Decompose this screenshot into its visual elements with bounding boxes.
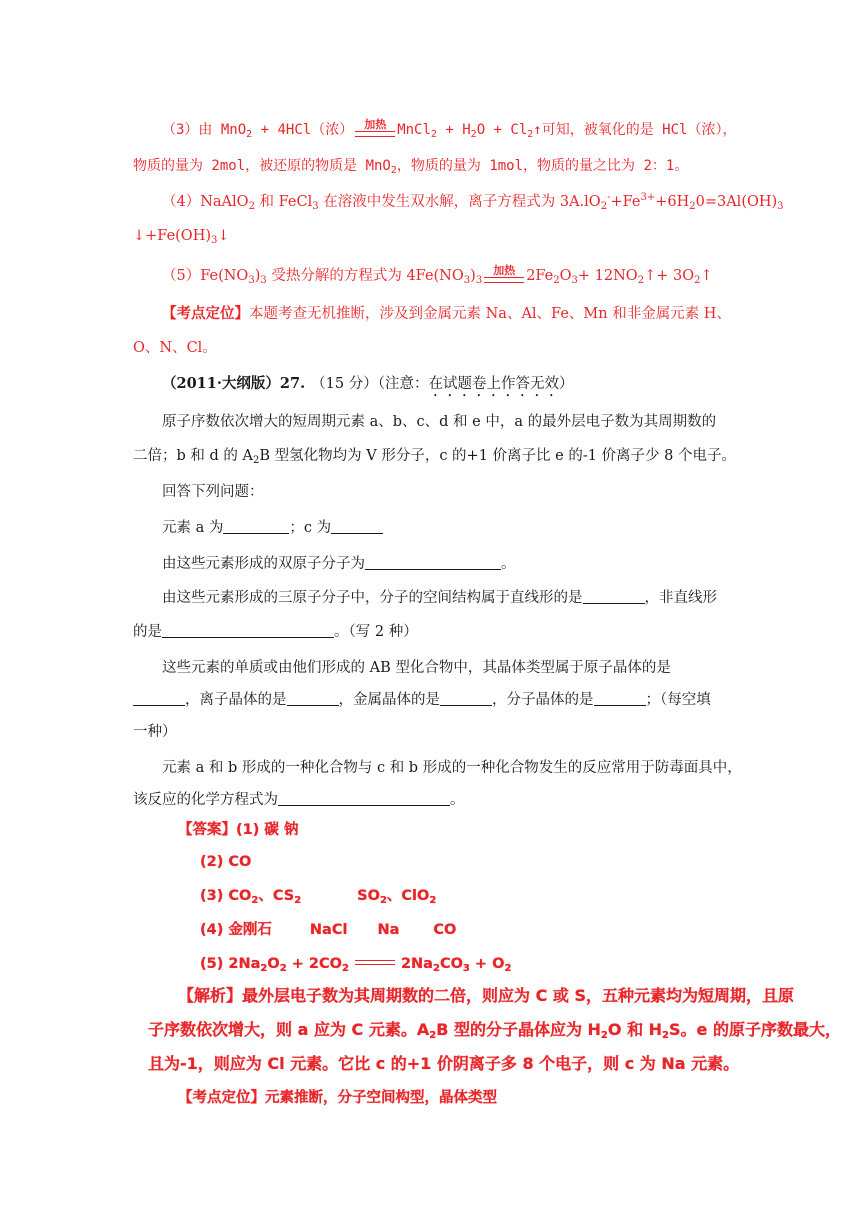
p3-line2: 物质的量为 2mol，被还原的物质是 MnO$_2$，物质的量为 1mol，物质的量之比为 2：1。 bbox=[133, 158, 689, 176]
blank bbox=[365, 555, 501, 570]
blank bbox=[278, 791, 450, 806]
question-intro-line2: 二倍；b 和 d 的 $A_2B$ 型氢化物均为 V 形分子，c 的+1 价离子比 e 的-1 价离子少 8 个电子。 bbox=[133, 448, 737, 466]
question-part-5-line1: 元素 a 和 b 形成的一种化合物与 c 和 b 形成的一种化合物发生的反应常用于防毒面具中， bbox=[162, 760, 742, 776]
question-part-5-line2: 该反应的化学方程式为 。 bbox=[133, 792, 465, 808]
kaodian-tag-2: 【考点定位】 bbox=[178, 1090, 265, 1106]
blank bbox=[594, 691, 646, 706]
answer-line-2: (2) CO bbox=[200, 854, 252, 870]
analysis-tag: 【解析】 bbox=[178, 986, 243, 1005]
question-intro-line1: 原子序数依次增大的短周期元素 a、b、c、d 和 e 中，a 的最外层电子数为其周期数的 bbox=[162, 414, 717, 430]
blank bbox=[440, 691, 492, 706]
analysis-line-3: 且为-1，则应为 Cl 元素。它比 c 的+1 价阴离子多 8 个电子，则 c 为 Na 元素。 bbox=[148, 1054, 740, 1073]
heating-condition-arrow: 加热 bbox=[484, 265, 524, 283]
answer-line-1: 【答案】(1) 碳 钠 bbox=[178, 822, 299, 838]
blank bbox=[162, 623, 334, 638]
answer-line-3: (3) $CO_2$、$CS_2$ $SO_2$、ClO$_2$ bbox=[200, 888, 437, 906]
question-part-4-line2: ，离子晶体的是 ，金属晶体的是 ，分子晶体的是 ；（每空填 bbox=[133, 690, 711, 710]
answer-tag: 【答案】 bbox=[178, 822, 236, 838]
answer-line-4: (4) 金刚石 NaCl Na CO bbox=[200, 922, 457, 938]
question-part-3-line1: 由这些元素形成的三原子分子中，分子的空间结构属于直线形的是 ，非直线形 bbox=[162, 590, 717, 606]
question-27-header: （2011·大纲版）27. （15 分）（注意：在试题卷上作答无效） bbox=[162, 375, 574, 392]
p4-line2: $↓+Fe(OH)_3↓$ bbox=[133, 228, 230, 246]
p3-line1: （3）由 MnO$_2$ + 4HCl（浓） 加热 MnCl$_2$ + $H_2O$ + $Cl_2↑$可知，被氧化的是 HCl（浓）， bbox=[162, 118, 737, 140]
kaodian-tag: 【考点定位】 bbox=[162, 305, 249, 322]
p5-line: $(5)Fe(NO_3)_3$ 受热分解的方程式为 $4Fe(NO_3)_3$ 加热 $2Fe_2O_3+$ $12NO_2↑+$ $3O_2↑$ bbox=[162, 264, 713, 286]
blank bbox=[583, 589, 645, 604]
question-part-4-line3: 一种） bbox=[133, 724, 177, 740]
blank bbox=[133, 691, 185, 706]
heating-condition-arrow: 加热 bbox=[355, 119, 395, 137]
question-part-1: 元素 a 为 ；c 为 bbox=[162, 518, 383, 538]
p4-line1: （4）NaAlO$_2$ 和 FeCl$_3$ 在溶液中发生双水解，离子方程式为 $3A.lO_2^-+Fe^{3+}+6H_20=3Al(OH)_3$ bbox=[162, 192, 784, 212]
answer-prompt: 回答下列问题： bbox=[162, 484, 264, 500]
answer-line-5: (5) $2Na_2O_2 + 2CO_2$ $2Na_2CO_3 + O_2$ bbox=[200, 956, 512, 974]
blank bbox=[287, 691, 339, 706]
blank bbox=[331, 519, 383, 534]
equals-arrow bbox=[355, 960, 395, 965]
analysis-line-2: 子序数依次增大，则 a 应为 C 元素。$A_2B$ 型的分子晶体应为 $H_2O$ 和 $H_2S$。e 的原子序数最大， bbox=[148, 1020, 841, 1041]
question-part-3-line2: 的是 。（写 2 种） bbox=[133, 624, 418, 640]
question-part-2: 由这些元素形成的双原子分子为 。 bbox=[162, 556, 516, 572]
question-part-4-line1: 这些元素的单质或由他们形成的 AB 型化合物中，其晶体类型属于原子晶体的是 bbox=[162, 660, 671, 676]
analysis-line-1: 【解析】最外层电子数为其周期数的二倍，则应为 C 或 S，五种元素均为短周期，且原 bbox=[178, 986, 794, 1005]
kaodian-1-line2: O、N、Cl。 bbox=[133, 340, 217, 356]
kaodian-2: 【考点定位】元素推断，分子空间构型，晶体类型 bbox=[178, 1090, 497, 1106]
question-source: （2011·大纲版）27. bbox=[162, 375, 306, 392]
kaodian-1-line1: 【考点定位】本题考查无机推断，涉及到金属元素 Na、Al、Fe、Mn 和非金属元素 H、 bbox=[162, 305, 731, 322]
blank bbox=[223, 519, 289, 534]
